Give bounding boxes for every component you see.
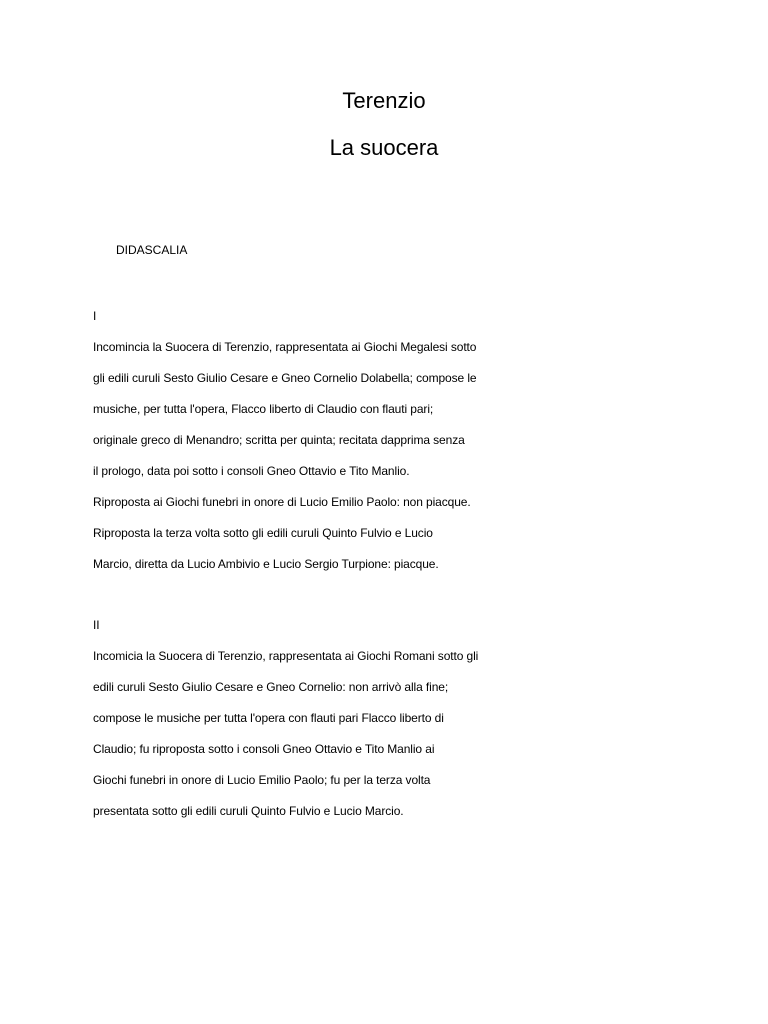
section-2 [93,610,533,827]
page-title: La suocera [329,135,439,160]
text-line: originale greco di Menandro; scritta per quinta; recitata dapprima senza [93,433,465,447]
text-line: presentata sotto gli edili curuli Quinto Fulvio e Lucio Marcio. [93,804,404,818]
text-line: Claudio; fu riproposta sotto i consoli Gneo Ottavio e Tito Manlio ai [93,742,435,756]
text-line: gli edili curuli Sesto Giulio Cesare e Gneo Cornelio Dolabella; compose le [93,371,477,385]
section-1 [93,301,533,580]
text-line: musiche, per tutta l'opera, Flacco liberto di Claudio con flauti pari; [93,402,434,416]
text-line: Incomincia la Suocera di Terenzio, rappresentata ai Giochi Megalesi sotto [93,340,477,354]
text-line: Incomicia la Suocera di Terenzio, rappresentata ai Giochi Romani sotto gli [93,649,479,663]
text-line: Riproposta ai Giochi funebri in onore di Lucio Emilio Paolo: non piacque. [93,495,471,509]
author-heading: Terenzio [342,88,426,113]
didascalia-heading: DIDASCALIA [116,243,188,257]
text-line: Marcio, diretta da Lucio Ambivio e Lucio Sergio Turpione: piacque. [93,557,439,571]
text-line: Giochi funebri in onore di Lucio Emilio Paolo; fu per la terza volta [93,773,431,787]
section-numeral: II [93,618,100,632]
text-line: il prologo, data poi sotto i consoli Gneo Ottavio e Tito Manlio. [93,464,410,478]
text-line: edili curuli Sesto Giulio Cesare e Gneo Cornelio: non arrivò alla fine; [93,680,449,694]
text-line: compose le musiche per tutta l'opera con flauti pari Flacco liberto di [93,711,444,725]
section-numeral: I [93,309,97,323]
text-line: Riproposta la terza volta sotto gli edili curuli Quinto Fulvio e Lucio [93,526,433,540]
